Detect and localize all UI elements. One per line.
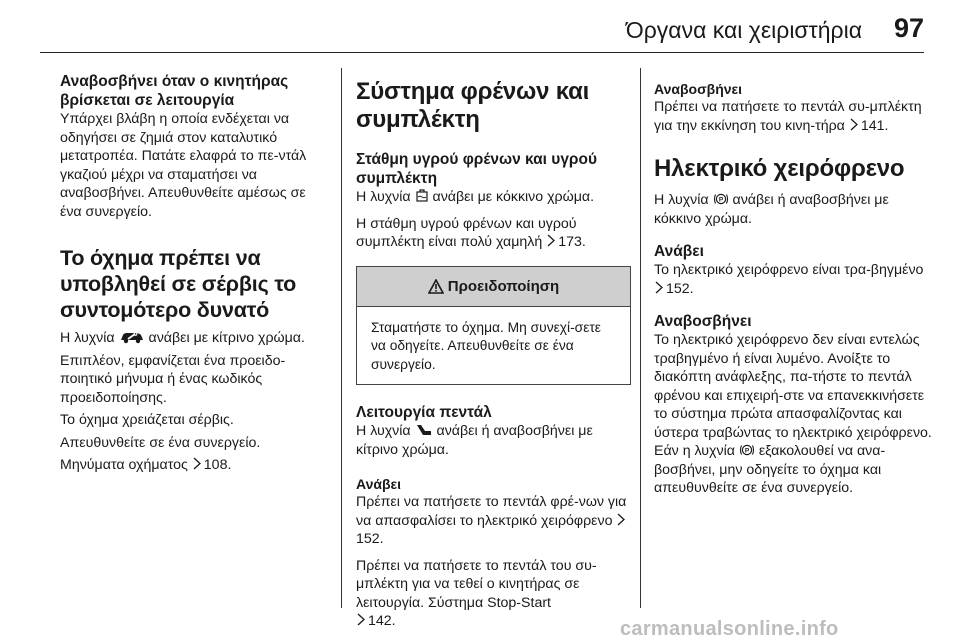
paragraph: Μηνύματα οχήματος 108. bbox=[60, 457, 232, 473]
warning-triangle-icon bbox=[428, 279, 444, 294]
page-reference[interactable]: 173. bbox=[558, 234, 586, 250]
heading-electric-parking-brake: Ηλεκτρικό χειρόφρενο bbox=[654, 155, 905, 182]
page-reference[interactable]: 142. bbox=[368, 613, 396, 629]
heading-fluid-level: Στάθμη υγρού φρένων και υγρού συμπλέκτη bbox=[356, 151, 598, 187]
paragraph: Επιπλέον, εμφανίζεται ένα προειδο-ποιητικό μήνυμα ή ένας κωδικός προειδοποίησης. bbox=[60, 352, 286, 406]
page-reference-arrow-icon[interactable] bbox=[654, 281, 664, 294]
parking-brake-icon bbox=[713, 192, 729, 206]
heading-brake-clutch-system: Σύστημα φρένων και συμπλέκτη bbox=[356, 78, 590, 133]
paragraph: Η λυχνία ανάβει με κίτρινο χρώμα. bbox=[60, 330, 305, 346]
paragraph: Πρέπει να πατήσετε το πεντάλ του συ-μπλέκτη για να τεθεί ο κινητήρας σε λειτουργία. Σύστημα Stop-Start 142. bbox=[356, 557, 597, 629]
heading-flashing-engine-running: Αναβοσβήνει όταν ο κινητήρας βρίσκεται σε λειτουργία bbox=[60, 73, 289, 109]
paragraph: Η λυχνία P ανάβει ή αναβοσβήνει με κόκκινο χρώμα. bbox=[654, 192, 889, 227]
paragraph: Το ηλεκτρικό χειρόφρενο δεν είναι εντελώς τραβηγμένο ή είναι λυμένο. Ανοίξτε το διακόπτη ανάφλεξης, πα-τήστε το πεντάλ φρένου και επιχειρή-στε να επανεκκινήσετε το σύστημα πρώτα απασφαλίζοντας και ύστερα τραβώντας το ηλεκτρικό χειρόφρενο. Εάν η λυχνία P εξακολουθεί να ανα-βοσβήνει, μην οδηγείτε το όχημα και απευθυνθείτε σε ένα συνεργείο. bbox=[654, 332, 932, 496]
foot-pedal-icon bbox=[415, 423, 433, 437]
paragraph: Το ηλεκτρικό χειρόφρενο είναι τρα-βηγμένο 152. bbox=[654, 262, 924, 297]
page-reference[interactable]: 108. bbox=[203, 457, 232, 473]
heading-flashing: Αναβοσβήνει bbox=[654, 313, 752, 330]
page-reference-arrow-icon[interactable] bbox=[546, 234, 556, 247]
column-divider bbox=[341, 68, 342, 608]
heading-lit: Ανάβει bbox=[356, 476, 402, 492]
warning-title: Προειδοποίηση bbox=[447, 277, 560, 295]
header-divider bbox=[40, 52, 924, 53]
paragraph: Η λυχνία ανάβει με κόκκινο χρώμα. bbox=[356, 189, 595, 205]
paragraph: Υπάρχει βλάβη η οποία ενδέχεται να οδηγήσει σε ζημιά στον καταλυτικό μετατροπέα. Πατάτε ελαφρά το πε-ντάλ γκαζιού μέχρι να σταματήσει να αναβοσβήνει. Απευθυνθείτε αμέσως σε ένα συνεργείο. bbox=[60, 111, 307, 220]
page-reference-arrow-icon[interactable] bbox=[356, 613, 366, 626]
column-right bbox=[654, 80, 934, 498]
warning-box bbox=[356, 266, 631, 386]
warning-header bbox=[357, 267, 630, 307]
paragraph: Πρέπει να πατήσετε το πεντάλ συ-μπλέκτη για την εκκίνηση του κινη-τήρα 141. bbox=[654, 99, 922, 134]
heading-service-required: Το όχημα πρέπει να υποβληθεί σε σέρβις το συντομότερο δυνατό bbox=[60, 246, 297, 322]
page-header bbox=[0, 0, 960, 55]
page-reference-arrow-icon[interactable] bbox=[616, 513, 626, 526]
paragraph: Το όχημα χρειάζεται σέρβις. bbox=[60, 412, 234, 428]
paragraph: Πρέπει να πατήσετε το πεντάλ φρέ-νων για να απασφαλίσει το ηλεκτρικό χειρόφρενο 152. bbox=[356, 494, 627, 547]
page-reference-arrow-icon[interactable] bbox=[192, 457, 202, 470]
paragraph: Η λυχνία ανάβει ή αναβοσβήνει με κίτρινο χρώμα. bbox=[356, 423, 593, 458]
heading-flashing: Αναβοσβήνει bbox=[654, 81, 743, 97]
parking-brake-icon bbox=[739, 443, 755, 457]
watermark: carmanualsonline.info bbox=[620, 618, 839, 640]
page-reference[interactable]: 152. bbox=[356, 531, 384, 547]
brake-fluid-level-icon bbox=[415, 189, 429, 203]
heading-lit: Ανάβει bbox=[654, 243, 704, 260]
chapter-title: Όργανα και χειριστήρια bbox=[625, 17, 862, 43]
car-service-wrench-icon bbox=[119, 330, 145, 344]
warning-text: Σταματήστε το όχημα. Μη συνεχί-σετε να οδηγείτε. Απευθυνθείτε σε ένα συνεργείο. bbox=[371, 319, 601, 372]
paragraph: Απευθυνθείτε σε ένα συνεργείο. bbox=[60, 434, 261, 451]
column-divider bbox=[640, 68, 641, 608]
page-number: 97 bbox=[893, 13, 924, 43]
paragraph: Η στάθμη υγρού φρένων και υγρού συμπλέκτη είναι πολύ χαμηλή 173. bbox=[356, 215, 586, 250]
column-left bbox=[60, 72, 330, 475]
svg-text:P: P bbox=[744, 447, 750, 455]
heading-pedal-operation: Λειτουργία πεντάλ bbox=[356, 404, 492, 421]
page-reference[interactable]: 141. bbox=[860, 117, 889, 134]
page-reference-arrow-icon[interactable] bbox=[849, 118, 859, 131]
warning-body bbox=[357, 307, 630, 385]
page-reference[interactable]: 152. bbox=[666, 280, 694, 297]
column-middle bbox=[356, 78, 631, 631]
svg-text:P: P bbox=[718, 196, 723, 204]
